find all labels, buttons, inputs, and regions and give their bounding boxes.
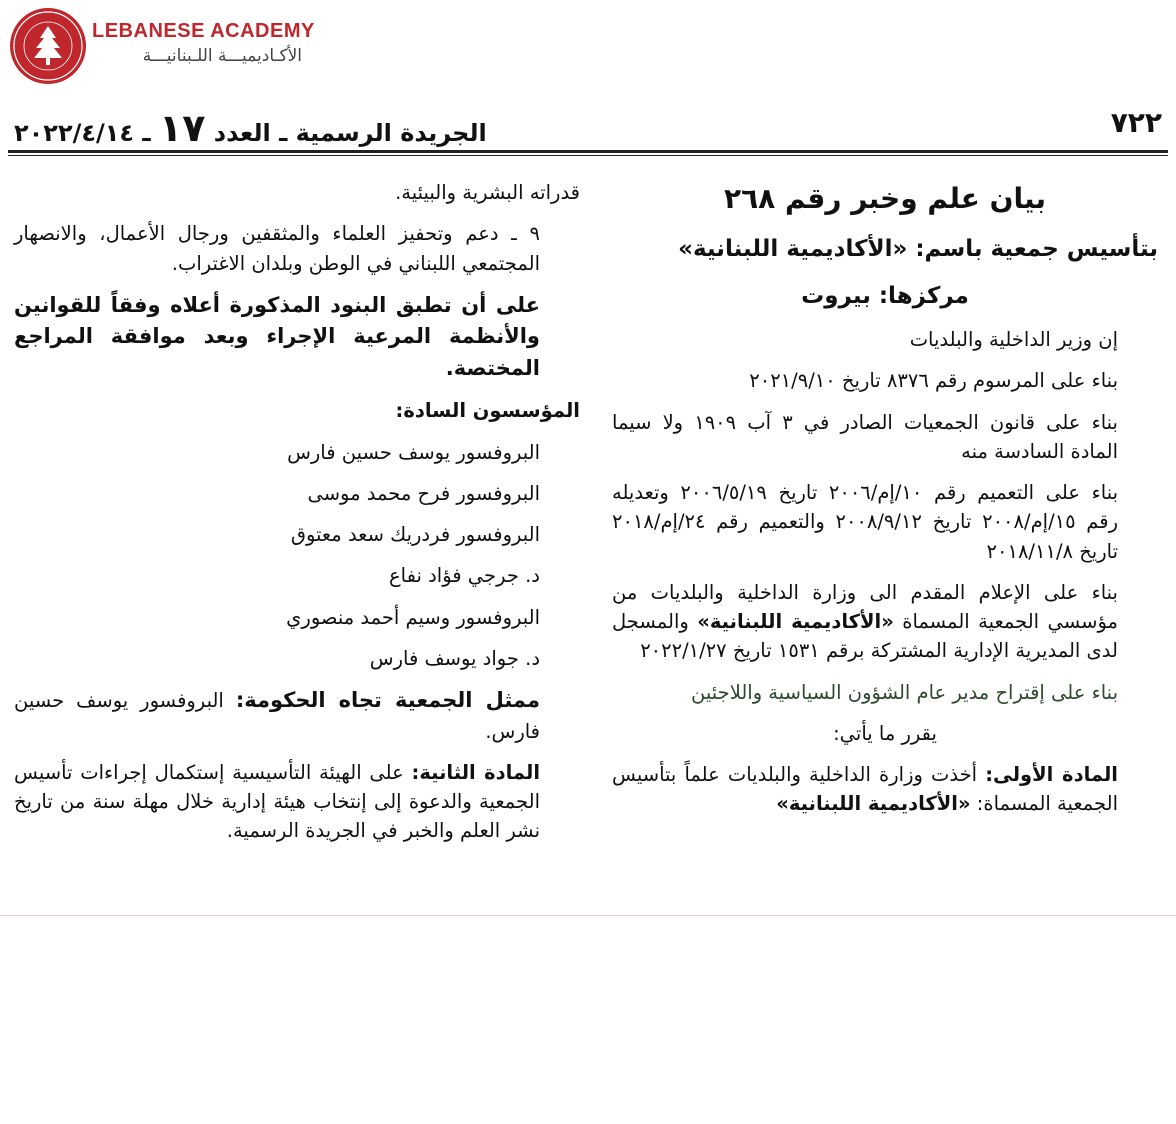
minister-intro: إن وزير الداخلية والبلديات (909, 328, 1118, 351)
scan-artifact-line (0, 915, 1176, 916)
notice-subtitle-association: بتأسيس جمعية باسم: «الأكاديمية اللبنانية» (678, 236, 1158, 262)
article-one-label: المادة الأولى: (985, 763, 1118, 786)
founder-item: البروفسور وسيم أحمد منصوري (286, 605, 540, 629)
founder-item: د. جرجي فؤاد نفاع (389, 564, 540, 588)
issue-number: ١٧ (159, 106, 206, 150)
objective-nine: ٩ ـ دعم وتحفيز العلماء والمثقفين ورجال الأعمال، والانصهار المجتمعي اللبناني في الوطن وبلدان الاغتراب. (14, 222, 540, 275)
association-name: «الأكاديمية اللبنانية» (776, 792, 971, 816)
gazette-header (8, 100, 1168, 150)
notice-title: بيان علم وخبر رقم ٢٦٨ (724, 182, 1046, 215)
representative-label: ممثل الجمعية تجاه الحكومة: (235, 688, 541, 712)
cedar-seal-icon (10, 8, 86, 84)
notification-basis: بناء على الإعلام المقدم الى وزارة الداخلية والبلديات من مؤسسي الجمعية المسماة «الأكاديمية اللبنانية» والمسجل لدى المديرية الإدارية المشتركة برقم ١٥٣١ تاريخ ٢٠٢٢/١/٢٧ (612, 580, 1118, 663)
article-one: المادة الأولى: أخذت وزارة الداخلية والبلديات علماً بتأسيس الجمعية المسماة: «الأكاديمية اللبنانية» (612, 763, 1118, 816)
gazette-title: الجريدة الرسمية ـ العدد (213, 119, 487, 147)
right-column (612, 178, 1158, 831)
founders-title: المؤسسون السادة: (395, 399, 580, 423)
founder-item: البروفسور يوسف حسين فارس (287, 440, 540, 464)
decree-basis: بناء على المرسوم رقم ٨٣٧٦ تاريخ ٢٠٢١/٩/١٠ (749, 369, 1118, 393)
compliance-clause: على أن تطبق البنود المذكورة أعلاه وفقاً للقوانين والأنظمة المرعية الإجراء وبعد موافقة المراجع المختصة. (14, 292, 540, 380)
logo-name-en: LEBANESE ACADEMY (92, 20, 315, 42)
header-divider-thin (8, 155, 1168, 156)
article-two-label: المادة الثانية: (411, 760, 541, 784)
founder-item: د. جواد يوسف فارس (369, 646, 540, 670)
issue-date: ٢٠٢٢/٤/١٤ (14, 119, 135, 147)
founder-item: البروفسور فردريك سعد معتوق (290, 523, 540, 546)
logo (8, 6, 315, 86)
header-divider (8, 150, 1168, 153)
left-column (14, 178, 580, 858)
logo-name-ar: الأكـاديميـــة اللـبنانيـــة (142, 46, 302, 66)
gazette-issue-line: الجريدة الرسمية ـ العدد ١٧ ـ ٢٠٢٢/٤/١٤ (14, 106, 487, 150)
notice-subtitle-hq: مركزها: بيروت (801, 282, 969, 309)
government-representative (14, 685, 580, 746)
proposal-basis: بناء على إقتراح مدير عام الشؤون السياسية واللاجئين (691, 680, 1118, 704)
article-two: المادة الثانية: على الهيئة التأسيسية إستكمال إجراءات تأسيس الجمعية والدعوة إلى إنتخاب هيئة إدارية خلال مهلة سنة من تاريخ نشر العلم والخبر في الجريدة الرسمية. (14, 760, 541, 843)
page-number: ٧٢٢ (1110, 106, 1162, 139)
capacities-line: قدراته البشرية والبيئية. (395, 181, 580, 204)
law-basis: بناء على قانون الجمعيات الصادر في ٣ آب ١٩٠٩ ولا سيما المادة السادسة منه (612, 410, 1118, 463)
founder-item: البروفسور فرح محمد موسى (307, 481, 540, 505)
association-name: «الأكاديمية اللبنانية» (697, 610, 894, 633)
decides-heading: يقرر ما يأتي: (833, 721, 937, 745)
representative-value: البروفسور يوسف حسين فارس. (14, 689, 540, 743)
circular-basis: بناء على التعميم رقم ١٠/إم/٢٠٠٦ تاريخ ٢٠٠٦/٥/١٩ وتعديله رقم ١٥/إم/٢٠٠٨ تاريخ ٢٠٠٨/٩/١٢ والتعميم رقم ٢٤/إم/٢٠١٨ تاريخ ٢٠١٨/١١/٨ (612, 481, 1119, 563)
